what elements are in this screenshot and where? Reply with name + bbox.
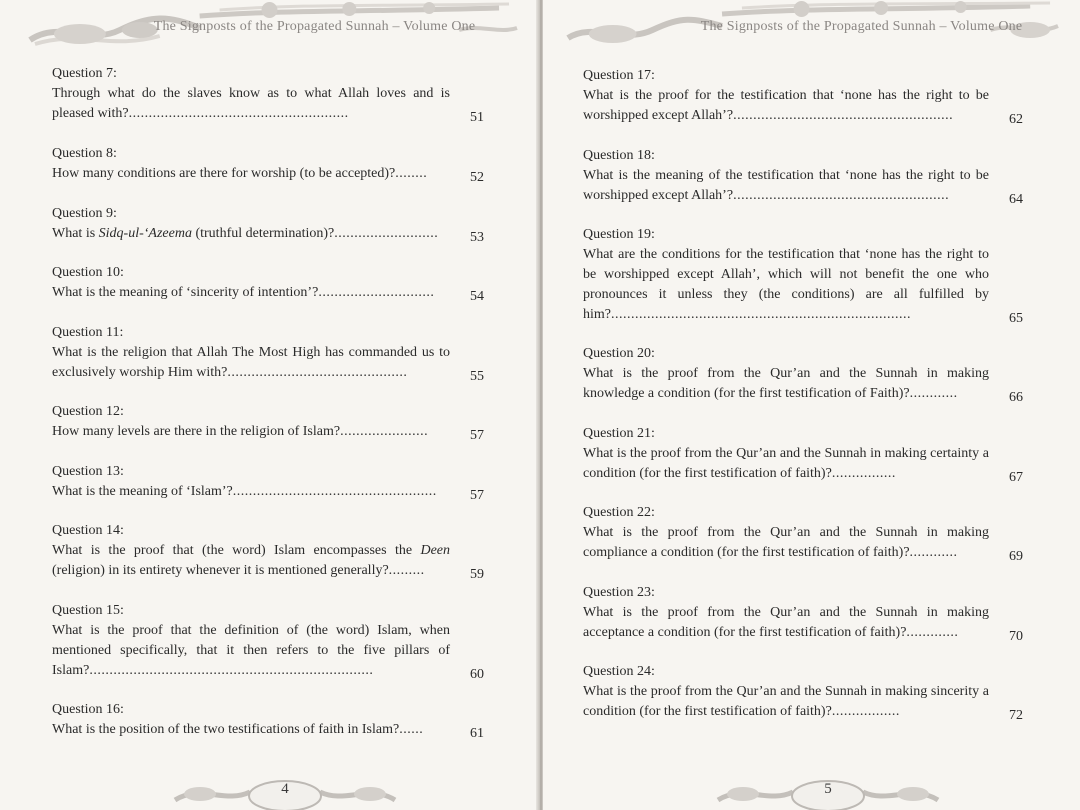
- toc-entry: [52, 263, 484, 303]
- question-label: Question 21:: [583, 426, 655, 441]
- question-label: Question 24:: [583, 664, 655, 679]
- question-text: What is the proof from the Qur’an and the Sunnah in making certainty a condition (for the first testification of faith)?................: [583, 446, 989, 481]
- page-number-ref: 53: [470, 230, 484, 245]
- page-number-ref: 65: [1009, 311, 1023, 326]
- question-text: What is the position of the two testifications of faith in Islam?......: [52, 722, 424, 737]
- dot-leader: .............................................: [227, 365, 408, 380]
- dot-leader: .........: [388, 563, 425, 578]
- question-label: Question 18:: [583, 148, 655, 163]
- page-number-ref: 70: [1009, 629, 1023, 644]
- toc-entry: [52, 64, 484, 124]
- page-number-ref: 57: [470, 488, 484, 503]
- dot-leader: ........: [395, 166, 428, 181]
- dot-leader: ................: [831, 466, 896, 481]
- question-label: Question 7:: [52, 66, 117, 81]
- right-page: [542, 0, 1080, 810]
- toc-entry: [52, 144, 484, 184]
- toc-entry: [52, 462, 484, 502]
- question-label: Question 23:: [583, 585, 655, 600]
- question-text: How many levels are there in the religion of Islam?......................: [52, 424, 429, 439]
- question-text: What is the meaning of ‘Islam’?...................................................: [52, 484, 437, 499]
- page-number-ref: 69: [1009, 549, 1023, 564]
- question-text: What are the conditions for the testification that ‘none has the right to be worshipped except Allah’, which will not benefit the one who pronounces it unless they (the conditions) are all fulfilled by him?...........................................................................: [583, 247, 989, 322]
- page-number-ref: 57: [470, 428, 484, 443]
- question-label: Question 10:: [52, 265, 124, 280]
- dot-leader: ......................: [340, 424, 429, 439]
- question-label: Question 13:: [52, 464, 124, 479]
- question-text: How many conditions are there for worship (to be accepted)?........: [52, 166, 428, 181]
- page-number-ref: 62: [1009, 112, 1023, 127]
- running-header-title: The Signposts of the Propagated Sunnah – Volume One: [700, 19, 1023, 34]
- toc-entry: [52, 700, 484, 740]
- question-text: What is the proof for the testification that ‘none has the right to be worshipped except Allah’?.......................................................: [583, 88, 989, 123]
- left-footer: [170, 774, 400, 810]
- question-label: Question 17:: [583, 68, 655, 83]
- dot-leader: ..........................: [334, 226, 439, 241]
- toc-entry: [52, 204, 484, 244]
- question-label: Question 20:: [583, 346, 655, 361]
- question-text: What is the religion that Allah The Most High has commanded us to exclusively worship Him with?.............................................: [52, 345, 450, 380]
- running-header-title: The Signposts of the Propagated Sunnah – Volume One: [153, 19, 476, 34]
- toc-entry: [583, 424, 1023, 484]
- question-label: Question 8:: [52, 146, 117, 161]
- question-text: What is the proof from the Qur’an and the Sunnah in making acceptance a condition (for the first testification of faith)?.............: [583, 605, 989, 640]
- page-number-ref: 72: [1009, 708, 1023, 723]
- question-text: What is the proof that the definition of (the word) Islam, when mentioned specifically, that it then refers to the five pillars of Islam?.......................................................................: [52, 623, 450, 678]
- page-number-ref: 67: [1009, 470, 1023, 485]
- dot-leader: .......................................................: [733, 108, 954, 123]
- dot-leader: ......: [399, 722, 424, 737]
- dot-leader: ...................................................: [232, 484, 437, 499]
- left-header: [20, 0, 519, 52]
- toc-entry: [52, 323, 484, 383]
- right-footer: [713, 774, 943, 810]
- question-text: What is the proof from the Qur’an and the Sunnah in making sincerity a condition (for the first testification of faith)?.................: [583, 684, 989, 719]
- dot-leader: .......................................................: [128, 106, 349, 121]
- page-number-ref: 66: [1009, 390, 1023, 405]
- folio-page-number: 5: [824, 781, 832, 797]
- page-number-ref: 52: [470, 170, 484, 185]
- right-header: [563, 0, 1060, 52]
- toc-entry: [583, 344, 1023, 404]
- question-text: What is the meaning of the testification that ‘none has the right to be worshipped except Allah’?......................................................: [583, 168, 989, 203]
- question-label: Question 22:: [583, 505, 655, 520]
- page-number-ref: 54: [470, 289, 484, 304]
- question-label: Question 15:: [52, 603, 124, 618]
- question-text: What is Sidq-ul-‘Azeema (truthful determination)?..........................: [52, 226, 439, 241]
- question-text: Through what do the slaves know as to what Allah loves and is pleased with?.......................................................: [52, 86, 450, 121]
- toc-entry: [583, 662, 1023, 722]
- dot-leader: ............: [909, 386, 958, 401]
- question-text: What is the meaning of ‘sincerity of intention’?.............................: [52, 285, 435, 300]
- page-number-ref: 59: [470, 567, 484, 582]
- toc-entry: [583, 225, 1023, 325]
- question-label: Question 11:: [52, 325, 124, 340]
- dot-leader: ......................................................: [733, 188, 950, 203]
- dot-leader: .......................................................................: [89, 663, 374, 678]
- toc-entry: [52, 402, 484, 442]
- page-number-ref: 55: [470, 369, 484, 384]
- dot-leader: ............: [909, 545, 958, 560]
- toc-entry: [583, 66, 1023, 126]
- page-number-ref: 61: [470, 726, 484, 741]
- dot-leader: ...........................................................................: [611, 307, 911, 322]
- toc-entry: [52, 521, 484, 581]
- question-label: Question 12:: [52, 404, 124, 419]
- dot-leader: .............................: [318, 285, 435, 300]
- question-label: Question 9:: [52, 206, 117, 221]
- page-number-ref: 60: [470, 667, 484, 682]
- question-text: What is the proof from the Qur’an and the Sunnah in making compliance a condition (for the first testification of faith)?............: [583, 525, 989, 560]
- dot-leader: .................: [831, 704, 900, 719]
- dot-leader: .............: [906, 625, 959, 640]
- toc-entry: [583, 503, 1023, 563]
- page-number-ref: 51: [470, 110, 484, 125]
- toc-entry: [52, 601, 484, 681]
- question-label: Question 16:: [52, 702, 124, 717]
- folio-page-number: 4: [281, 781, 289, 797]
- question-text: What is the proof from the Qur’an and the Sunnah in making knowledge a condition (for the first testification of Faith)?............: [583, 366, 989, 401]
- toc-entry: [583, 146, 1023, 206]
- page-number-ref: 64: [1009, 192, 1023, 207]
- question-label: Question 14:: [52, 523, 124, 538]
- toc-entry: [583, 583, 1023, 643]
- question-text: What is the proof that (the word) Islam encompasses the Deen (religion) in its entirety whenever it is mentioned generally?.........: [52, 543, 450, 578]
- question-label: Question 19:: [583, 227, 655, 242]
